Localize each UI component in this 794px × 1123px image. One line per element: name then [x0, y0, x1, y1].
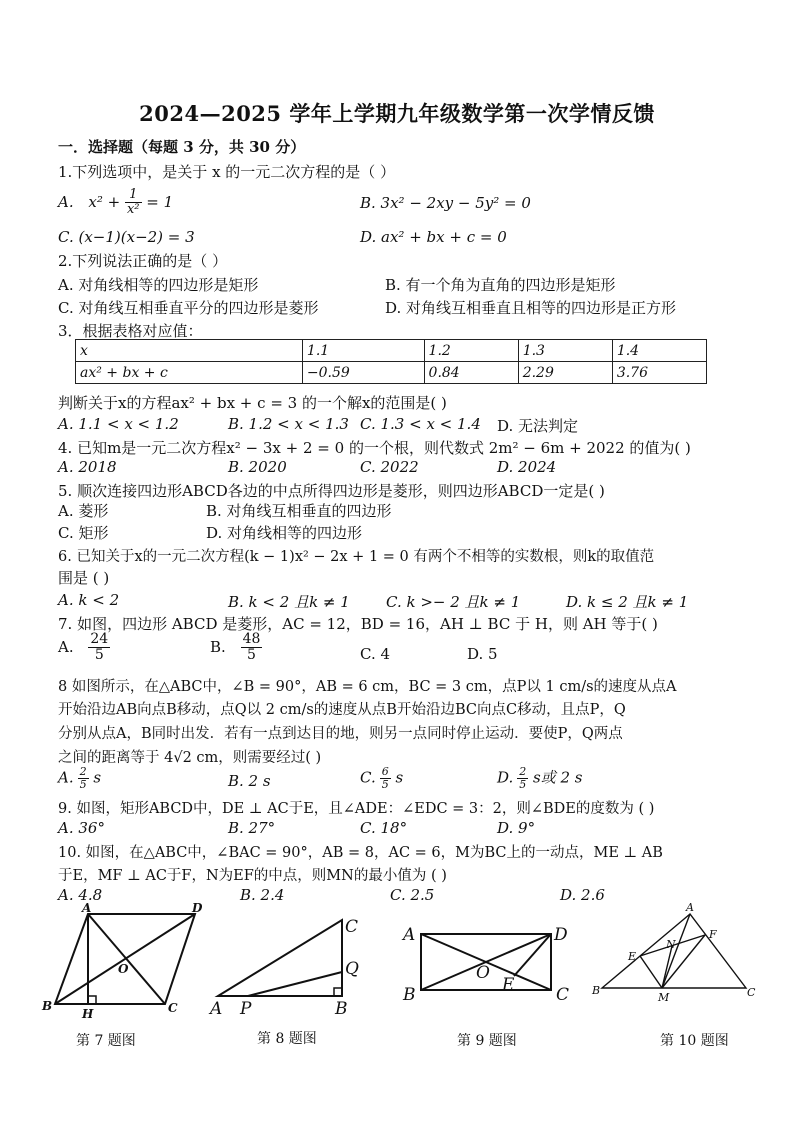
fig10-label: N	[666, 938, 676, 951]
fig9-label: C	[556, 985, 570, 1005]
q7-option-b: B. $\frac{48}{5}$	[210, 631, 261, 664]
q4-stem: 4. 已知m是一元二次方程x² − 3x + 2 = 0 的一个根，则代数式 2m² − 6m + 2022 的值为( )	[58, 439, 691, 457]
table-cell: ax² + bx + c	[76, 362, 303, 384]
q8-d-fraction: $\frac{2}{5}$	[519, 765, 527, 792]
q9-option-c: C. 18°	[360, 819, 408, 837]
q10-option-d: D. 2.6	[560, 886, 605, 904]
q7-b-fraction: $\frac{48}{5}$	[242, 631, 261, 664]
q3-option-b: B. 1.2 < x < 1.3	[228, 415, 349, 433]
q3-option-a: A. 1.1 < x < 1.2	[58, 415, 179, 433]
table-cell: 1.1	[302, 340, 424, 362]
q8-line4: 之间的距离等于 4√2 cm，则需要经过( )	[58, 750, 322, 766]
fig10-segment-me	[640, 956, 662, 988]
q10-option-b: B. 2.4	[240, 886, 285, 904]
q5-option-a: A. 菱形	[58, 502, 109, 520]
q7-stem: 7. 如图，四边形 ABCD 是菱形，AC = 12，BD = 16，AH ⊥ BC 于 H，则 AH 等于( )	[58, 615, 658, 633]
table-cell: −0.59	[302, 362, 424, 384]
fig7-caption: 第 7 题图	[76, 1033, 136, 1049]
q7-option-a: A. $\frac{24}{5}$	[58, 631, 109, 664]
q10-option-a: A. 4.8	[58, 886, 103, 904]
figure-7-rhombus	[55, 914, 195, 1004]
q5-option-c: C. 矩形	[58, 524, 109, 542]
q8-option-b: B. 2 s	[228, 772, 271, 790]
fig10-label: F	[709, 928, 717, 941]
q7-a-fraction: $\frac{24}{5}$	[90, 631, 109, 664]
table-cell: 1.4	[612, 340, 706, 362]
table-row	[76, 362, 707, 384]
q3-option-d: D. 无法判定	[497, 417, 579, 435]
fig8-label: P	[240, 999, 252, 1019]
fig8-triangle-outline	[218, 920, 342, 996]
q2-option-a: A. 对角线相等的四边形是矩形	[58, 276, 259, 294]
fig10-label: C	[747, 986, 756, 999]
fig7-label: H	[82, 1007, 94, 1021]
fig7-right-angle-mark	[88, 996, 96, 1004]
q10-line2: 于E，MF ⊥ AC于F，N为EF的中点，则MN的最小值为 ( )	[58, 868, 447, 884]
fig8-label: B	[335, 999, 348, 1019]
q6-option-b: B. k < 2 且k ≠ 1	[228, 593, 350, 611]
q8-line2: 开始沿边AB向点B移动，点Q以 2 cm/s的速度从点B开始沿边BC向点C移动，且点P，Q	[58, 702, 626, 718]
q8-option-d: D. $\frac{2}{5}$ s或 2 s	[497, 765, 583, 792]
figure-8-triangle	[218, 920, 342, 996]
table-cell: 3.76	[612, 362, 706, 384]
fig9-label: B	[403, 985, 416, 1005]
fig9-label: E	[502, 975, 515, 995]
page-title: 2024—2025 学年上学期九年级数学第一次学情反馈	[139, 101, 655, 126]
table-cell: 1.2	[424, 340, 518, 362]
q9-option-a: A. 36°	[58, 819, 105, 837]
q5-option-d: D. 对角线相等的四边形	[206, 524, 363, 542]
q2-option-b: B. 有一个角为直角的四边形是矩形	[385, 276, 616, 294]
q6-option-a: A. k < 2	[58, 591, 120, 609]
q6-option-d: D. k ≤ 2 且k ≠ 1	[566, 593, 689, 611]
fig7-diagonal-bd	[55, 914, 195, 1004]
fig10-label: E	[628, 950, 637, 963]
fig7-label: D	[192, 901, 203, 915]
q9-option-b: B. 27°	[228, 819, 276, 837]
q1-option-d: D. ax² + bx + c = 0	[360, 228, 507, 246]
fig9-label: D	[554, 925, 568, 945]
fig8-label: C	[345, 917, 359, 937]
q2-option-c: C. 对角线互相垂直平分的四边形是菱形	[58, 299, 319, 317]
q10-option-c: C. 2.5	[390, 886, 435, 904]
q6-stem-line1: 6. 已知关于x的一元二次方程(k − 1)x² − 2x + 1 = 0 有两个不相等的实数根，则k的取值范	[58, 549, 655, 565]
fig10-label: B	[592, 984, 601, 997]
fig10-triangle-outline	[602, 914, 746, 988]
fig8-caption: 第 8 题图	[257, 1031, 317, 1047]
fig8-segment-pq	[248, 972, 342, 996]
table-row	[76, 340, 707, 362]
q4-option-b: B. 2020	[228, 458, 287, 476]
fig9-label: A	[403, 925, 416, 945]
table-cell: 0.84	[424, 362, 518, 384]
fig9-caption: 第 9 题图	[457, 1033, 517, 1049]
q7-option-d: D. 5	[467, 645, 498, 663]
q1-stem: 1.下列选项中，是关于 x 的一元二次方程的是（ ）	[58, 163, 396, 181]
q8-option-a: A. $\frac{2}{5}$ s	[58, 765, 102, 792]
fig10-label: M	[658, 991, 670, 1004]
q9-option-d: D. 9°	[497, 819, 536, 837]
fig7-label: O	[118, 962, 129, 976]
q8-a-fraction: $\frac{2}{5}$	[79, 765, 87, 792]
table-cell: 2.29	[518, 362, 612, 384]
q8-line1: 8 如图所示，在△ABC中，∠B = 90°，AB = 6 cm，BC = 3 cm，点P以 1 cm/s的速度从点A	[58, 679, 677, 695]
q10-line1: 10. 如图，在△ABC中，∠BAC = 90°，AB = 8，AC = 6，M为BC上的一动点，ME ⊥ AB	[58, 845, 663, 861]
q9-stem: 9. 如图，矩形ABCD中，DE ⊥ AC于E，且∠ADE：∠EDC = 3：2，则∠BDE的度数为 ( )	[58, 801, 655, 817]
fig8-right-angle-mark	[334, 988, 342, 996]
q5-option-b: B. 对角线互相垂直的四边形	[206, 502, 392, 520]
q3-option-c: C. 1.3 < x < 1.4	[360, 415, 481, 433]
fig9-segment-de	[514, 934, 551, 976]
fig8-label: A	[210, 999, 223, 1019]
q4-option-a: A. 2018	[58, 458, 117, 476]
fig7-label: A	[82, 901, 92, 915]
q4-option-d: D. 2024	[497, 458, 557, 476]
q2-stem: 2.下列说法正确的是（ ）	[58, 252, 228, 270]
q3-text: 判断关于x的方程ax² + bx + c = 3 的一个解x的范围是( )	[58, 394, 447, 412]
q8-option-c: C. $\frac{6}{5}$ s	[360, 765, 404, 792]
q6-stem-line2: 围是 ( )	[58, 569, 110, 587]
q3-value-table	[75, 339, 707, 384]
q7-option-c: C. 4	[360, 645, 391, 663]
q1-a-fraction: $\frac{1}{\text{x²}}$	[126, 187, 140, 218]
q8-line3: 分别从点A，B同时出发．若有一点到达目的地，则另一点同时停止运动．要使P，Q两点	[58, 726, 623, 742]
q3-stem: 3．根据表格对应值：	[58, 322, 203, 340]
q1-option-a: A. x² + $\frac{1}{\text{x²}}$ = 1	[58, 187, 174, 218]
q8-c-fraction: $\frac{6}{5}$	[381, 765, 389, 792]
q1-option-c: C. (x−1)(x−2) = 3	[58, 228, 195, 246]
q6-option-c: C. k >− 2 且k ≠ 1	[386, 593, 521, 611]
q1-option-b: B. 3x² − 2xy − 5y² = 0	[360, 194, 531, 212]
fig10-label: A	[686, 901, 694, 914]
fig9-label: O	[476, 963, 490, 983]
table-cell: 1.3	[518, 340, 612, 362]
fig8-label: Q	[345, 959, 359, 979]
fig10-caption: 第 10 题图	[660, 1033, 729, 1049]
table-cell: x	[76, 340, 303, 362]
section-heading: 一．选择题（每题 3 分，共 30 分）	[58, 138, 306, 156]
fig7-label: C	[168, 1001, 178, 1015]
figure-10-triangle	[602, 914, 746, 988]
q5-stem: 5. 顺次连接四边形ABCD各边的中点所得四边形是菱形，则四边形ABCD一定是( )	[58, 482, 605, 500]
fig7-label: B	[42, 999, 53, 1013]
q2-option-d: D. 对角线互相垂直且相等的四边形是正方形	[385, 299, 677, 317]
q4-option-c: C. 2022	[360, 458, 419, 476]
